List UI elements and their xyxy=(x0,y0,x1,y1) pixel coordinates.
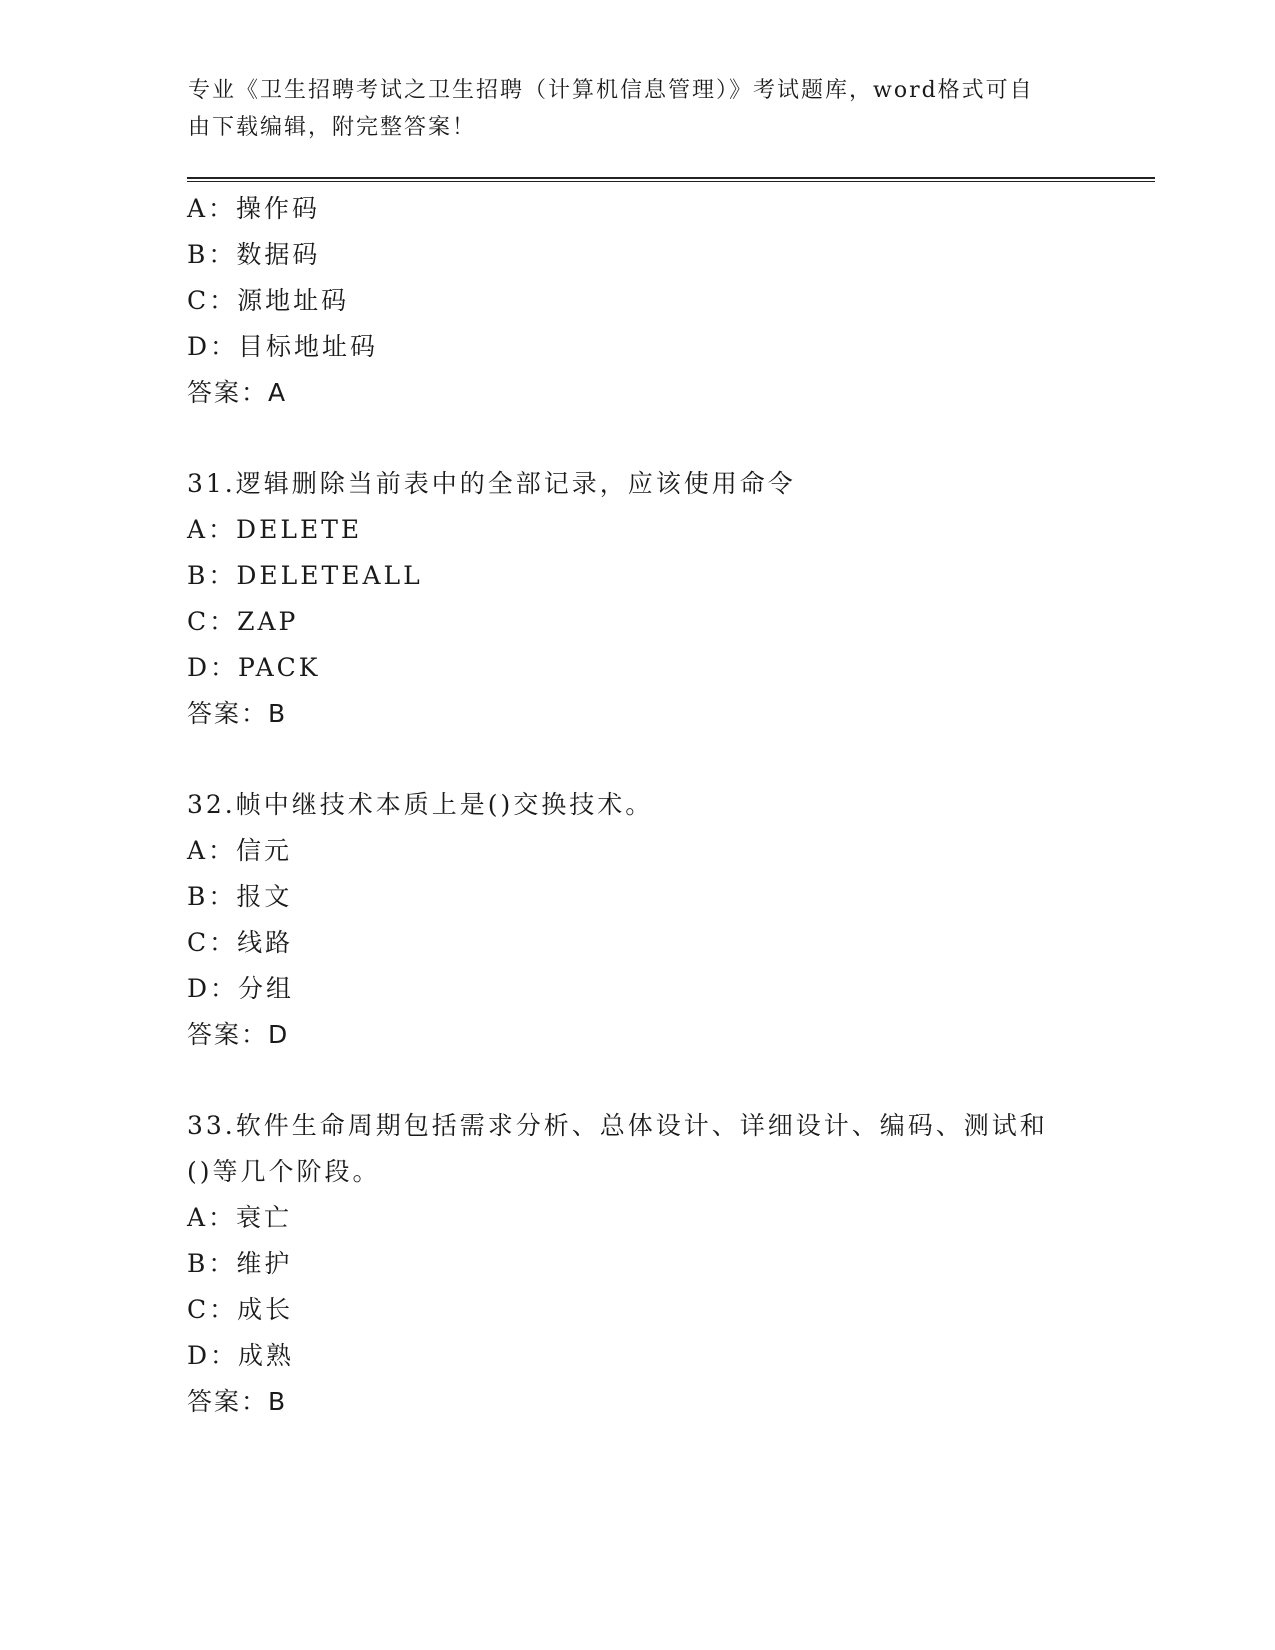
question-list xyxy=(187,186,1127,1425)
answer-line: 答案：B xyxy=(187,1387,288,1416)
option-a: A：DELETE xyxy=(187,515,363,544)
option-d: D：分组 xyxy=(187,974,295,1003)
option-a: A：衰亡 xyxy=(187,1203,293,1232)
answer-line: 答案：B xyxy=(187,699,288,728)
header-line-1: 专业《卫生招聘考试之卫生招聘（计算机信息管理）》考试题库，word格式可自 xyxy=(188,78,1034,103)
question-text: 31.逻辑删除当前表中的全部记录，应该使用命令 xyxy=(187,469,796,498)
option-d: D：成熟 xyxy=(187,1341,295,1370)
option-c: C：源地址码 xyxy=(187,286,350,315)
option-b: B：数据码 xyxy=(187,240,321,269)
header-divider xyxy=(187,177,1155,182)
question-text: 32.帧中继技术本质上是()交换技术。 xyxy=(187,790,654,819)
question-spacer xyxy=(187,416,1127,461)
option-d: D：目标地址码 xyxy=(187,332,379,361)
option-c: C：线路 xyxy=(187,928,294,957)
document-header xyxy=(188,72,1088,146)
question-31 xyxy=(187,461,1127,737)
question-text-line-1: 33.软件生命周期包括需求分析、总体设计、详细设计、编码、测试和 xyxy=(187,1111,1048,1140)
option-c: C：成长 xyxy=(187,1295,294,1324)
question-text-line-2: ()等几个阶段。 xyxy=(187,1157,381,1186)
option-a: A：信元 xyxy=(187,836,293,865)
header-line-2: 由下载编辑，附完整答案！ xyxy=(188,115,477,140)
option-b: B：报文 xyxy=(187,882,293,911)
question-spacer xyxy=(187,737,1127,782)
option-a: A：操作码 xyxy=(187,194,321,223)
option-b: B：DELETEALL xyxy=(187,561,423,590)
answer-line: 答案：A xyxy=(187,378,288,407)
answer-line: 答案：D xyxy=(187,1020,290,1049)
question-spacer xyxy=(187,1058,1127,1103)
question-33 xyxy=(187,1103,1127,1425)
option-c: C：ZAP xyxy=(187,607,299,636)
option-d: D：PACK xyxy=(187,653,321,682)
option-b: B：维护 xyxy=(187,1249,293,1278)
question-30 xyxy=(187,186,1127,416)
question-32 xyxy=(187,782,1127,1058)
